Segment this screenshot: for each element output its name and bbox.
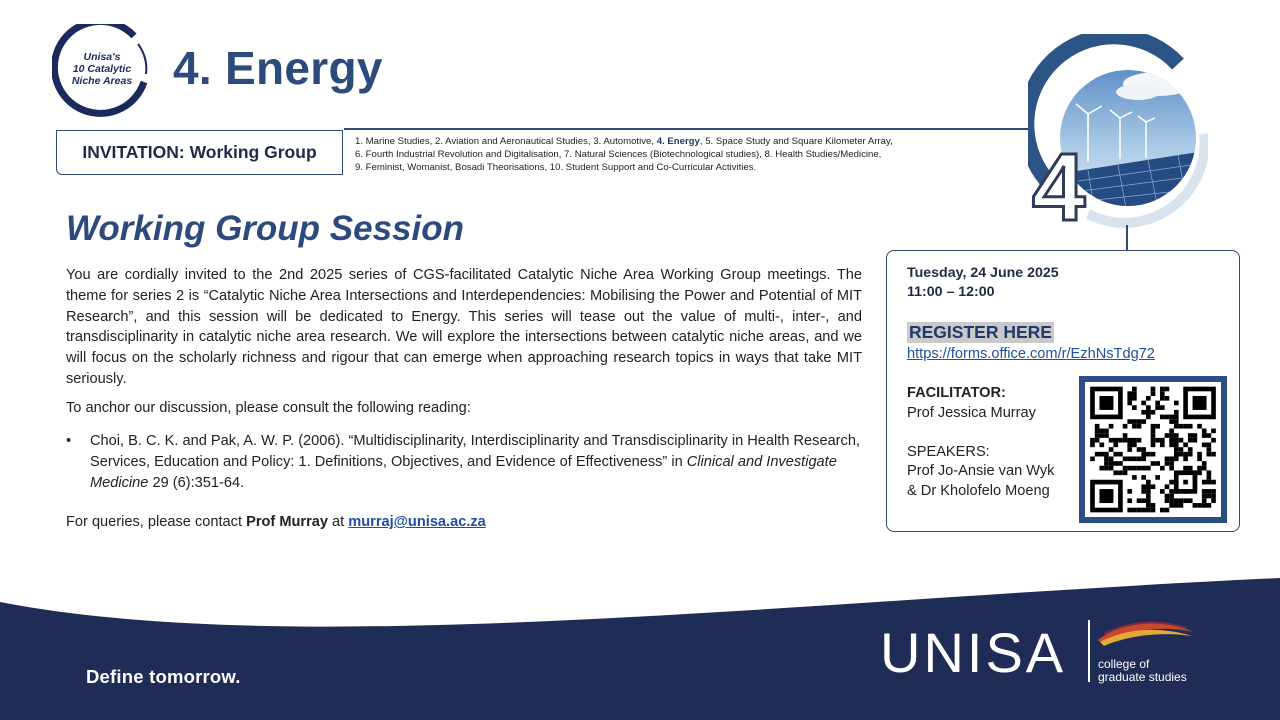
event-people: [907, 384, 1054, 502]
facilitator-name: Prof Jessica Murray: [907, 404, 1036, 421]
reference-text: Choi, B. C. K. and Pak, A. W. P. (2006). “Multidisciplinarity, Interdisciplinarity and Transdisciplinarity in Health Research, Services, Education and Policy: 1. Definitions, Objectives, and Evidence of Effectiveness” in: [90, 433, 861, 470]
reading-reference: [66, 431, 866, 493]
session-title: Working Group Session: [66, 209, 465, 248]
big-number-four: 4: [1032, 134, 1086, 241]
footer-tagline: Define tomorrow.: [86, 666, 241, 687]
niche-line-2: 6. Fourth Industrial Revolution and Digitalisation, 7. Natural Sciences (Biotechnological studies), 8. Health Studies/Medicine,: [355, 149, 882, 161]
connector-line: [1126, 225, 1128, 251]
queries-contact-name: Prof Murray: [246, 514, 328, 530]
college-name: [1098, 658, 1187, 684]
queries-line: [66, 514, 486, 530]
badge-line-2: 10 Catalytic: [72, 63, 132, 75]
niche-areas-list: [355, 135, 1035, 175]
invitation-label: INVITATION: Working Group: [56, 130, 343, 175]
bullet-point: •: [66, 433, 72, 449]
niche-areas-badge: [52, 24, 152, 120]
queries-pre: For queries, please contact: [66, 514, 247, 530]
unisa-swoosh-icon: [1096, 618, 1196, 650]
niche-line-3: 9. Feminist, Womanist, Bosadi Theorisations, 10. Student Support and Co-Curricular Activities.: [355, 162, 757, 174]
register-link[interactable]: https://forms.office.com/r/EzhNsTdg72: [907, 346, 1155, 362]
reference-tail: 29 (6):351-64.: [148, 474, 245, 491]
speakers-label: SPEAKERS:: [907, 443, 990, 460]
college-line-2: graduate studies: [1098, 670, 1187, 684]
event-time: 11:00 – 12:00: [907, 284, 995, 300]
event-datetime: [907, 264, 1059, 302]
queries-email-link[interactable]: murraj@unisa.ac.za: [348, 514, 486, 530]
niche-line-1-post: , 5. Space Study and Square Kilometer Array,: [699, 136, 893, 147]
intro-paragraph: You are cordially invited to the 2nd 2025 series of CGS-facilitated Catalytic Niche Area Working Group meetings. The theme for series 2 is “Catalytic Niche Area Intersections and Interdependencies: Mobilising the Power and Potential of MIT Research”, and this session will be dedicated to Energy. This series will tease out the value of multi-, inter-, and transdisciplinarity in catalytic niche area research. We will explore the intersections between catalytic niche areas, and we will focus on the scholarly richness and rigour that can emerge when approaching research topics in ways that take MIT seriously.: [66, 267, 862, 387]
facilitator-label: FACILITATOR:: [907, 385, 1006, 401]
qr-code[interactable]: [1079, 376, 1227, 523]
qr-code-icon: [1085, 382, 1221, 517]
queries-mid: at: [328, 514, 349, 530]
unisa-logo-text: UNISA: [880, 621, 1067, 684]
page-title: 4. Energy: [173, 42, 383, 94]
speaker-1: Prof Jo-Ansie van Wyk: [907, 463, 1055, 480]
niche-line-1-pre: 1. Marine Studies, 2. Aviation and Aeronautical Studies, 3. Automotive,: [355, 136, 657, 147]
college-line-1: college of: [1098, 657, 1150, 671]
event-date: Tuesday, 24 June 2025: [907, 265, 1059, 281]
register-button[interactable]: REGISTER HERE: [909, 322, 1052, 342]
badge-line-1: Unisa's: [83, 51, 121, 63]
badge-line-3: Niche Areas: [71, 75, 133, 87]
header-divider: [344, 128, 1034, 130]
niche-line-1-highlight: 4. Energy: [656, 136, 700, 147]
reference-journal: Clinical and Investigate Medicine: [90, 453, 837, 491]
logo-divider: [1088, 620, 1090, 682]
speaker-2: & Dr Kholofelo Moeng: [907, 482, 1050, 499]
reading-intro: To anchor our discussion, please consult the following reading:: [66, 400, 471, 416]
